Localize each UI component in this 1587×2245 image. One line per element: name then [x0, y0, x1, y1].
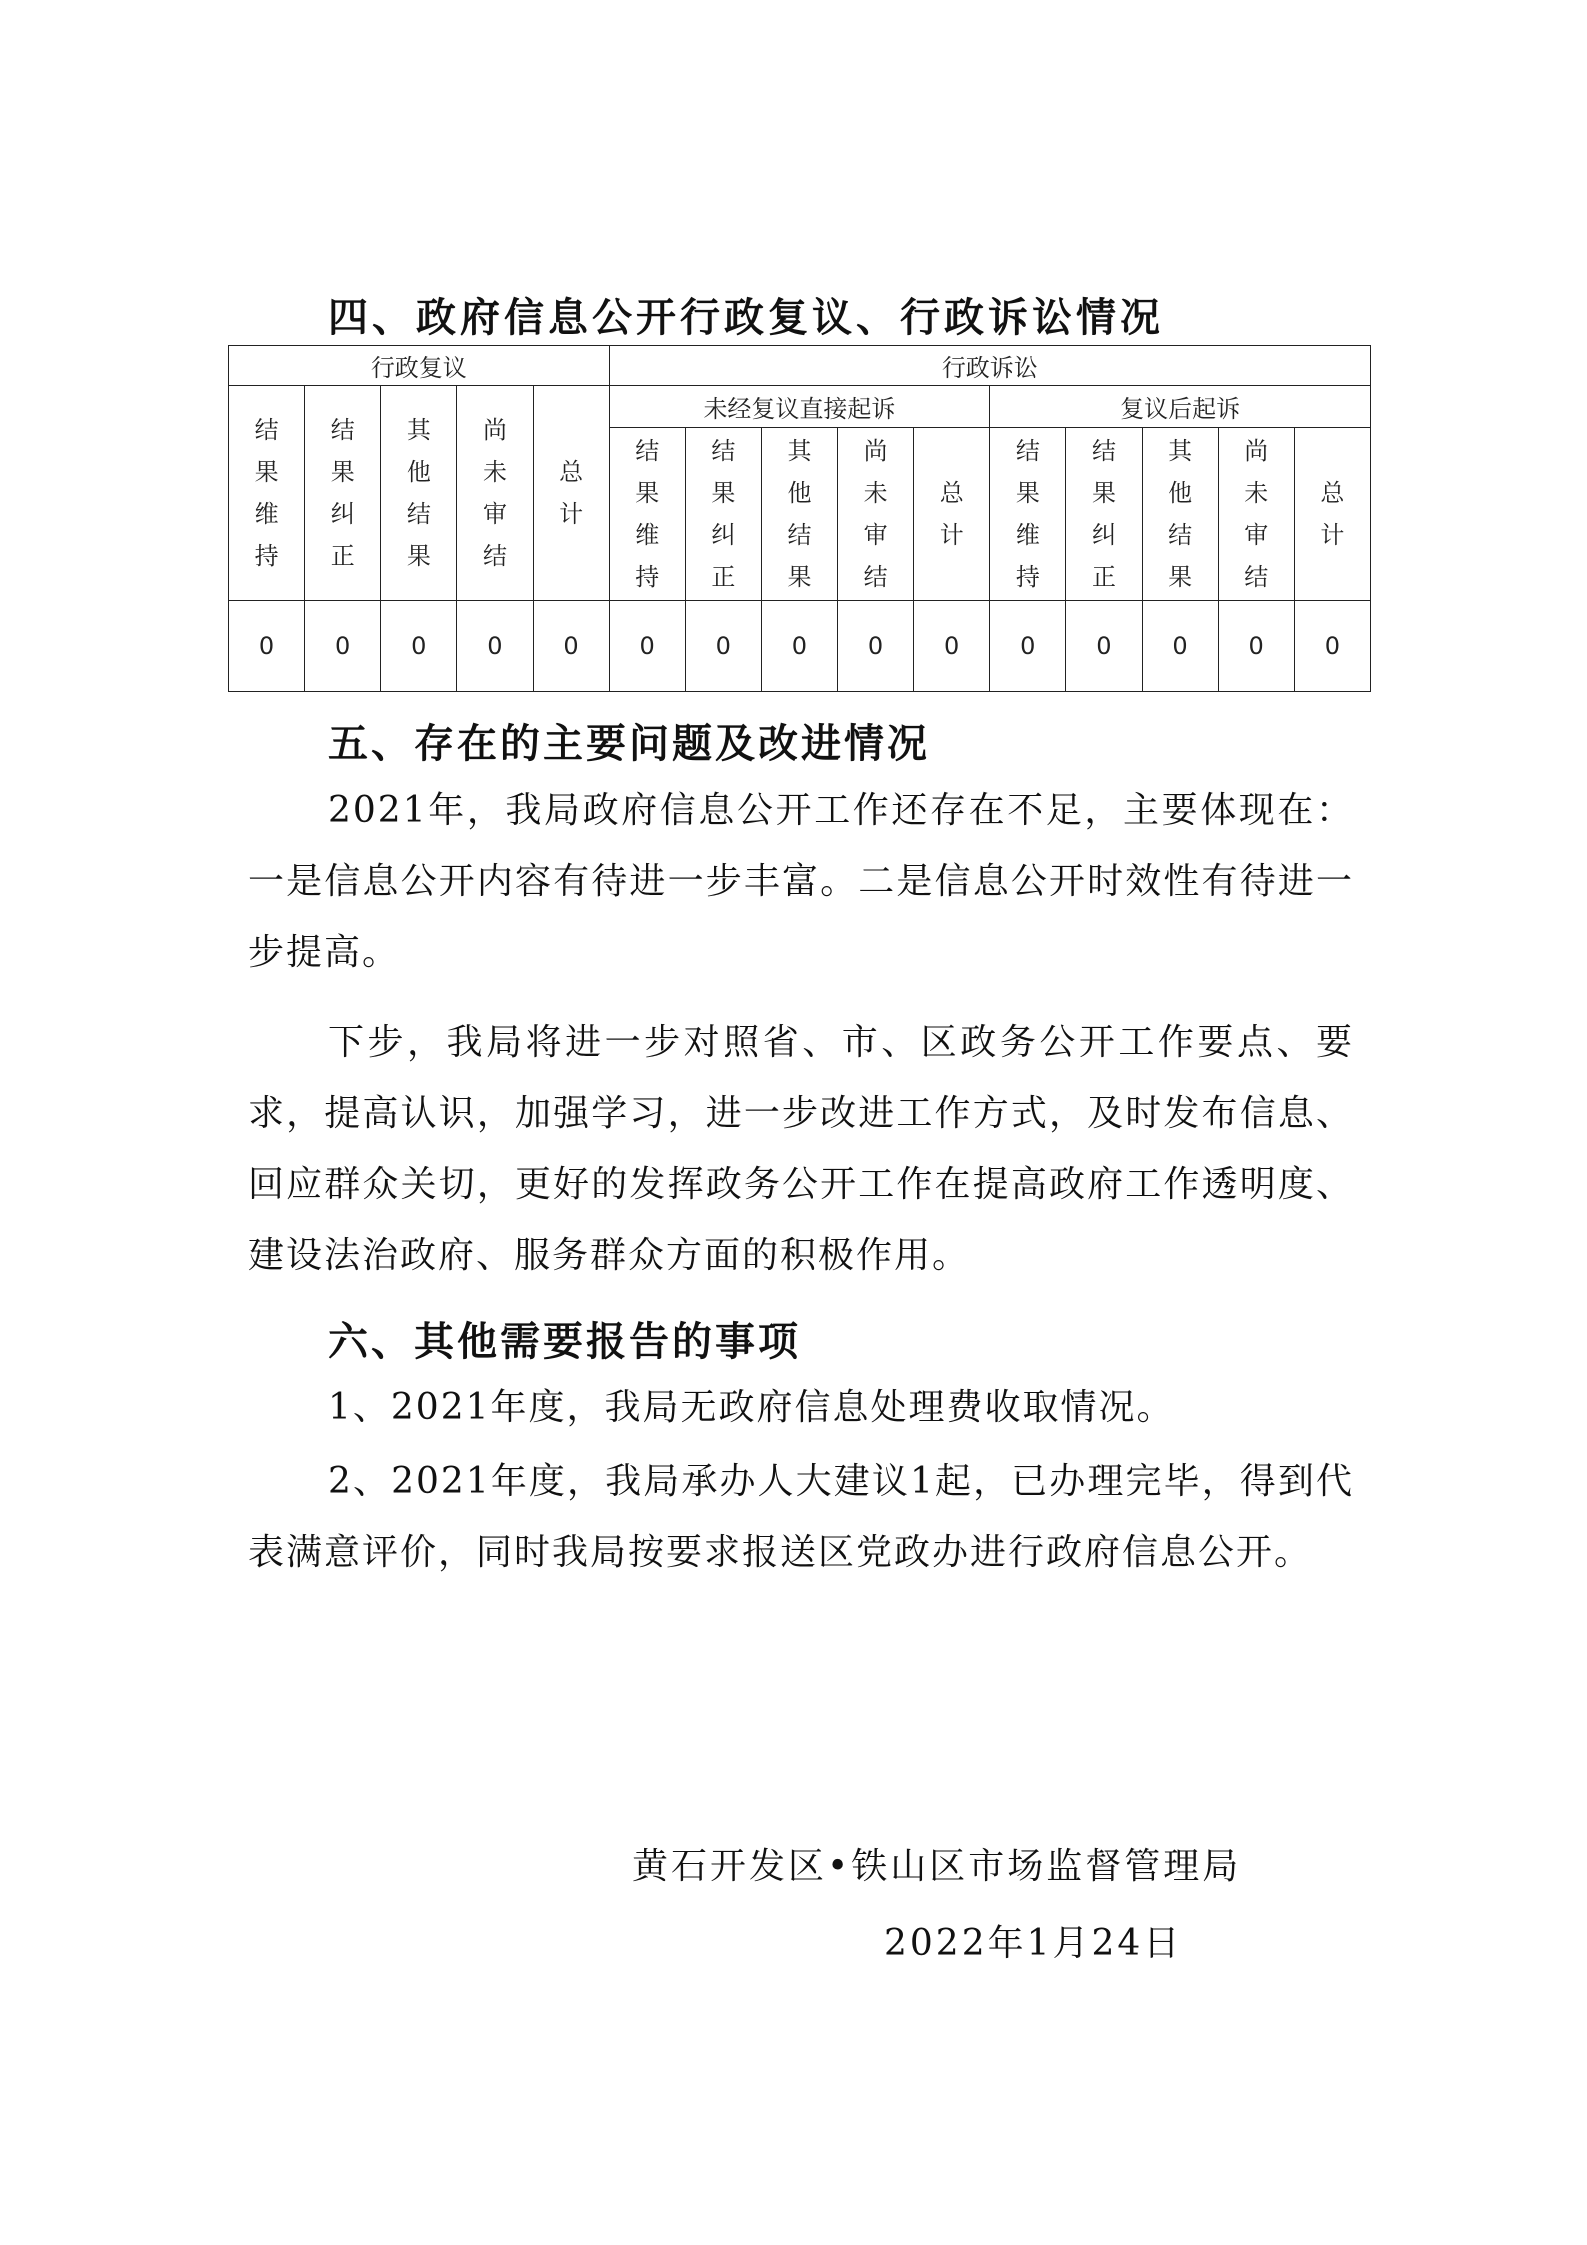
table-header-cell: 结果纠正	[305, 386, 381, 601]
table-header-cell: 结果纠正	[1066, 428, 1142, 601]
table-header-cell: 尚未审结	[838, 428, 914, 601]
table-value-cell: 0	[761, 601, 837, 692]
table-value-cell: 0	[457, 601, 533, 692]
section-5-paragraph: 下步，我局将进一步对照省、市、区政务公开工作要点、要求，提高认识，加强学习，进一步改进工作方式，及时发布信息、回应群众关切，更好的发挥政务公开工作在提高政府工作透明度、建设法治政府、服务群众方面的积极作用。	[248, 1022, 1354, 1276]
section-4-heading: 四、政府信息公开行政复议、行政诉讼情况	[328, 295, 1164, 341]
table-value-cell: 0	[229, 601, 305, 692]
table-header-cell: 结果纠正	[685, 428, 761, 601]
signature-organization: 黄石开发区•铁山区市场监督管理局	[632, 1846, 1242, 1887]
admin-review-header: 行政复议	[229, 346, 610, 386]
table-header-cell: 总计	[914, 428, 990, 601]
admin-review-litigation-table	[228, 345, 1371, 692]
table-value-cell: 0	[838, 601, 914, 692]
admin-litigation-header: 行政诉讼	[609, 346, 1370, 386]
table-value-cell: 0	[1294, 601, 1370, 692]
table-value-cell: 0	[381, 601, 457, 692]
table-value-cell: 0	[1218, 601, 1294, 692]
table-value-cell: 0	[533, 601, 609, 692]
section-6-paragraph: 2、2021年度，我局承办人大建议1起，已办理完毕，得到代表满意评价，同时我局按要求报送区党政办进行政府信息公开。	[248, 1461, 1354, 1573]
signature-date: 2022年1月24日	[884, 1923, 1183, 1964]
table-value-cell: 0	[914, 601, 990, 692]
table-value-cell: 0	[990, 601, 1066, 692]
table-header-cell: 其他结果	[1142, 428, 1218, 601]
table-header-cell: 结果维持	[990, 428, 1066, 601]
section-6-paragraph: 1、2021年度，我局无政府信息处理费收取情况。	[328, 1387, 1175, 1428]
table-value-cell: 0	[1066, 601, 1142, 692]
direct-suit-header: 未经复议直接起诉	[609, 386, 990, 428]
section-6-heading: 六、其他需要报告的事项	[328, 1319, 801, 1365]
after-review-suit-header: 复议后起诉	[990, 386, 1371, 428]
table-value-cell: 0	[685, 601, 761, 692]
table-header-cell: 结果维持	[609, 428, 685, 601]
section-5-heading: 五、存在的主要问题及改进情况	[328, 721, 930, 767]
table-header-cell: 其他结果	[381, 386, 457, 601]
table-header-cell: 其他结果	[761, 428, 837, 601]
table-value-cell: 0	[305, 601, 381, 692]
table-value-cell: 0	[1142, 601, 1218, 692]
table-header-cell: 尚未审结	[457, 386, 533, 601]
table-header-cell: 结果维持	[229, 386, 305, 601]
table-value-cell: 0	[609, 601, 685, 692]
section-5-paragraph: 2021年，我局政府信息公开工作还存在不足，主要体现在：一是信息公开内容有待进一步丰富。二是信息公开时效性有待进一步提高。	[248, 790, 1354, 973]
table-header-cell: 总计	[533, 386, 609, 601]
table-header-cell: 尚未审结	[1218, 428, 1294, 601]
table-header-cell: 总计	[1294, 428, 1370, 601]
